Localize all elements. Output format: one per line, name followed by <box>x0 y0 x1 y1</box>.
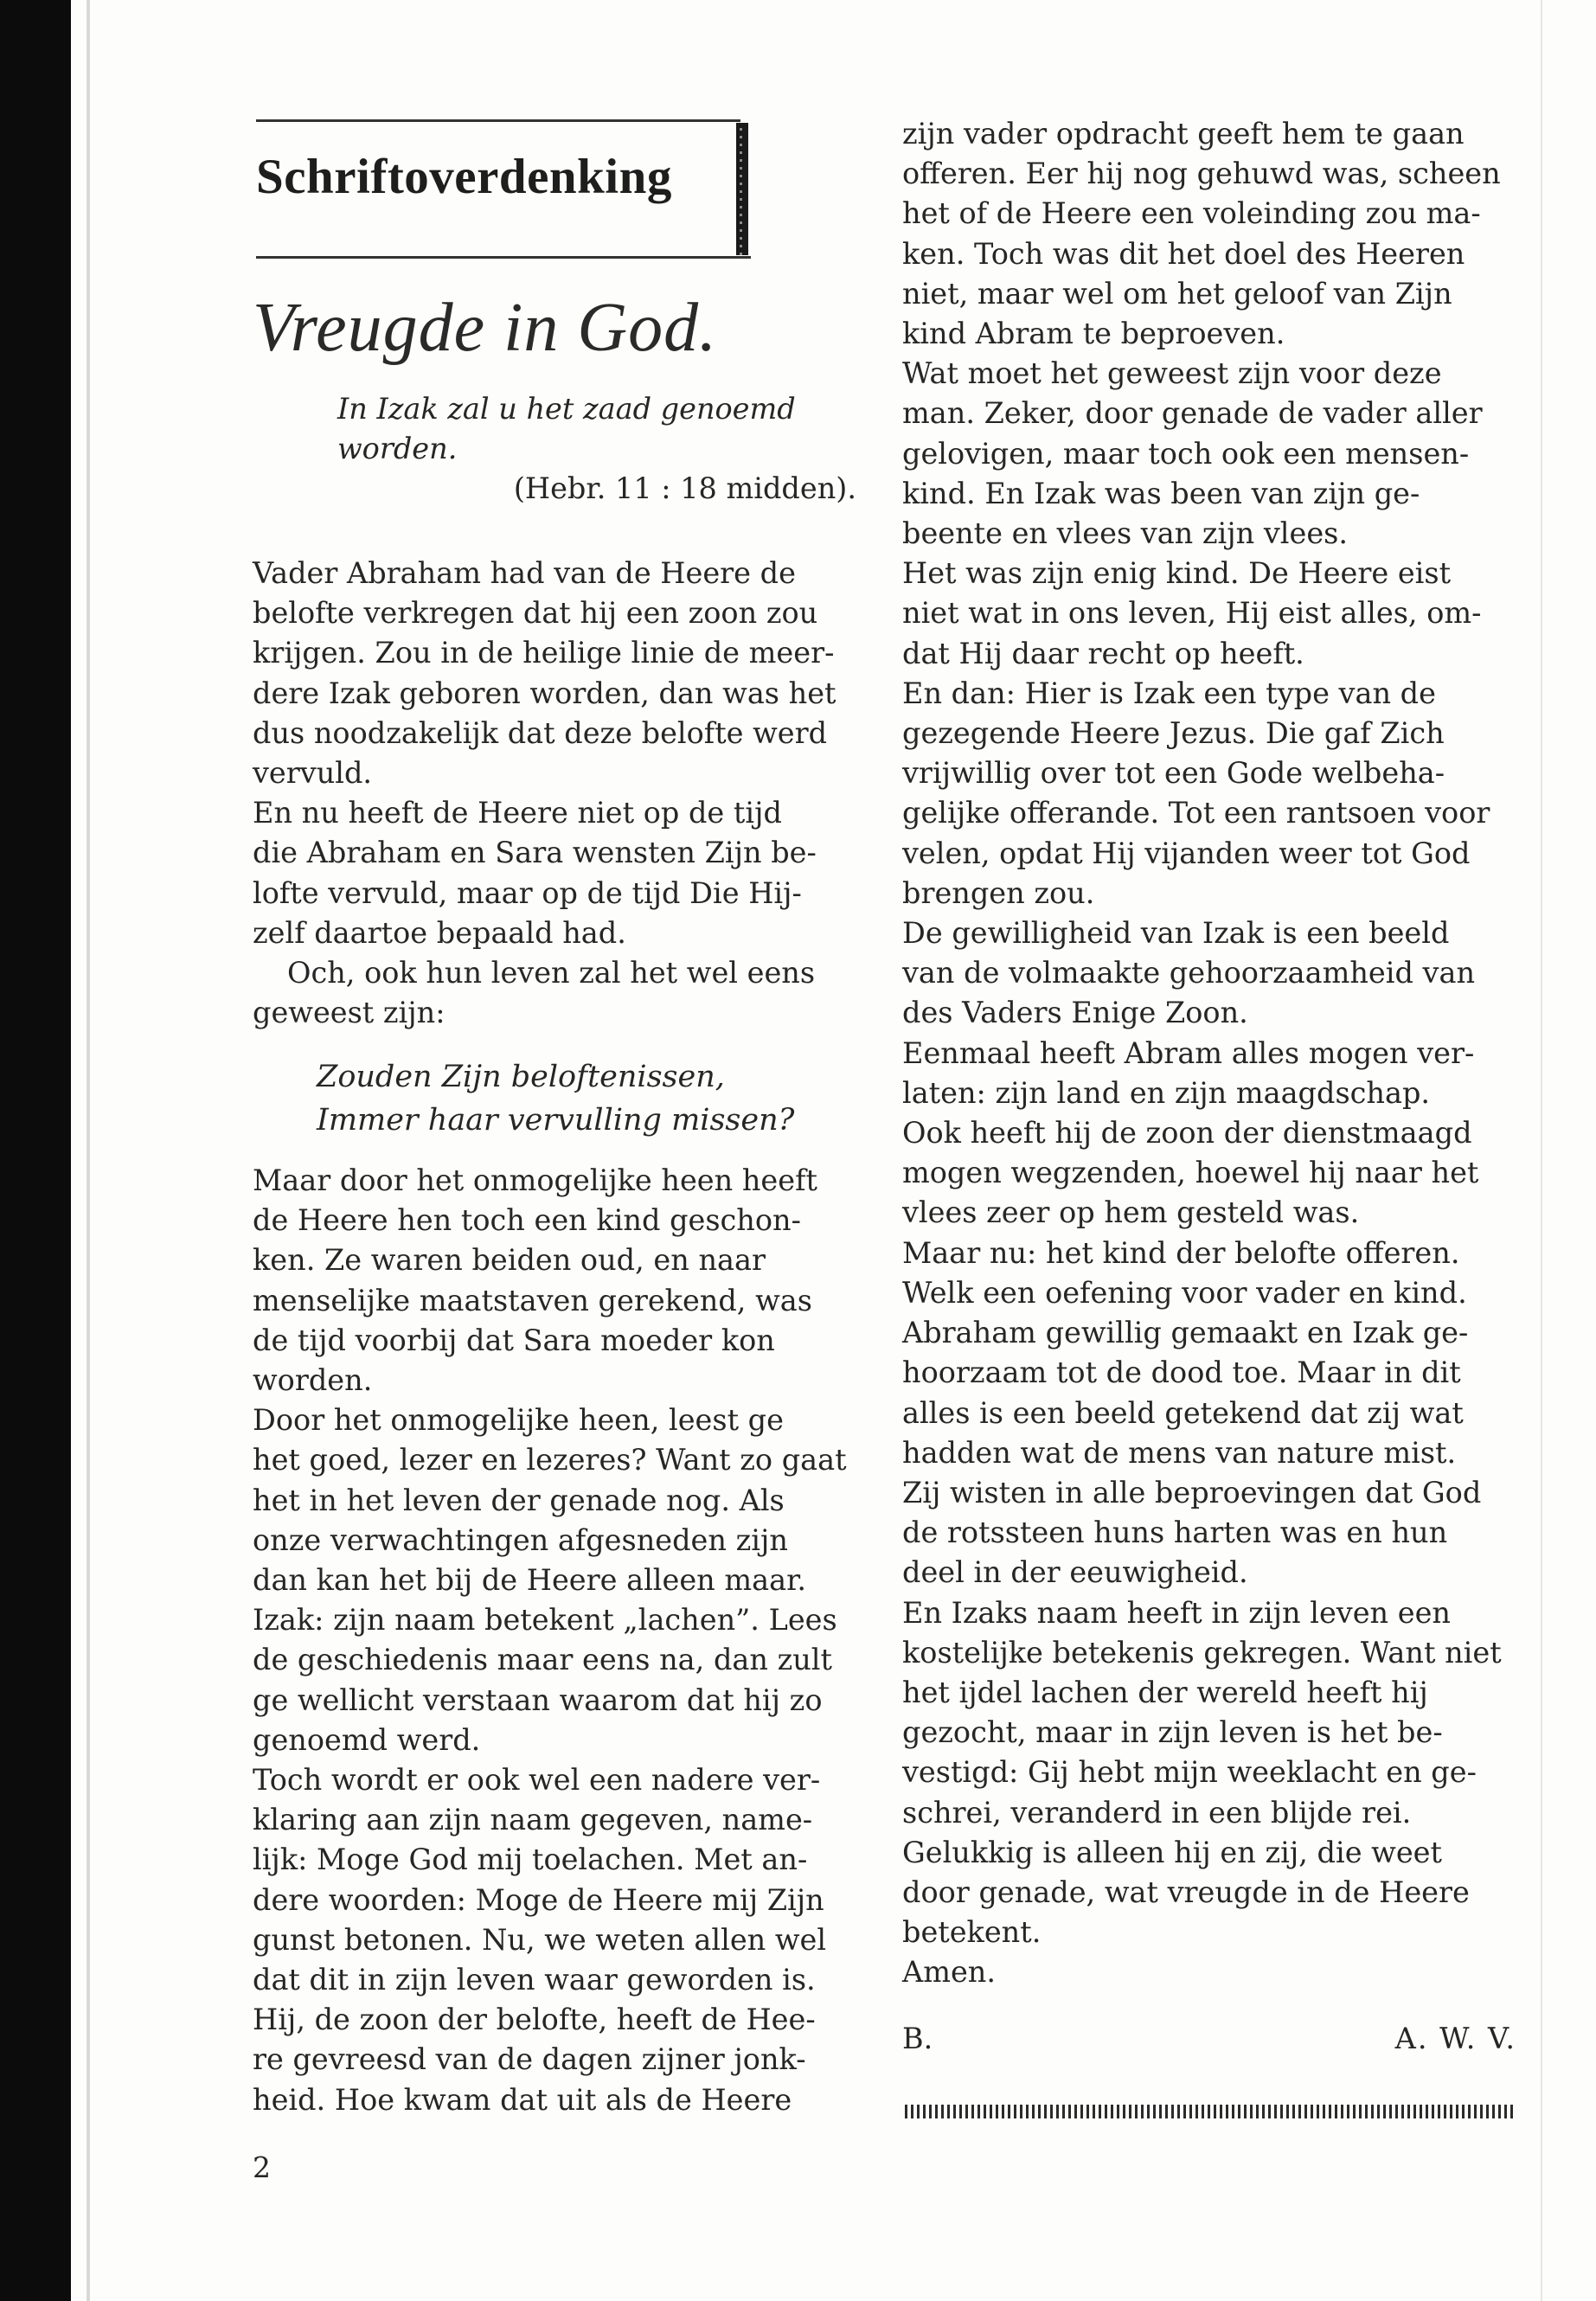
text-line: mogen wegzenden, hoewel hij naar het <box>902 1156 1479 1190</box>
text-line: Amen. <box>902 1955 997 1990</box>
text-line: betekent. <box>902 1915 1042 1950</box>
text-line: kostelijke betekenis gekregen. Want niet <box>902 1635 1502 1670</box>
text-line: lijk: Moge God mij toelachen. Met an- <box>253 1843 808 1877</box>
text-line: kind Abram te beproeven. <box>902 317 1285 351</box>
text-line: vestigd: Gij hebt mijn weeklacht en ge- <box>902 1755 1477 1790</box>
text-line: gelovigen, maar toch ook een mensen- <box>902 436 1470 471</box>
section-title: Schriftoverdenking <box>256 150 672 204</box>
text-line: genoemd werd. <box>253 1722 481 1757</box>
text-line: dat dit in zijn leven waar geworden is. <box>253 1963 816 1997</box>
text-line: des Vaders Enige Zoon. <box>902 996 1248 1030</box>
text-line: de rotssteen huns harten was en hun <box>902 1516 1448 1550</box>
text-line: Izak: zijn naam betekent „lachen”. Lees <box>253 1603 837 1638</box>
text-line: En Izaks naam heeft in zijn leven een <box>902 1595 1451 1630</box>
epigraph-line: worden. <box>337 432 458 466</box>
text-line: dere Izak geboren worden, dan was het <box>253 676 836 710</box>
epigraph <box>337 389 856 510</box>
text-line: vrijwillig over tot een Gode welbeha- <box>902 756 1445 791</box>
section-rule-top <box>256 119 740 122</box>
text-line: Ook heeft hij de zoon der dienstmaagd <box>902 1116 1472 1150</box>
paragraph <box>902 114 1516 354</box>
text-line: offeren. Eer hij nog gehuwd was, scheen <box>902 157 1501 191</box>
text-line: ge wellicht verstaan waarom dat hij zo <box>253 1682 823 1717</box>
text-line: het ijdel lachen der wereld heeft hij <box>902 1675 1428 1709</box>
poem-line: Immer haar vervulling missen? <box>317 1103 795 1138</box>
left-column-top <box>253 554 858 1033</box>
paragraph <box>902 1952 1516 1992</box>
text-line: het in het leven der genade nog. Als <box>253 1483 785 1517</box>
text-line: Gelukkig is alleen hij en zij, die weet <box>902 1835 1442 1869</box>
text-line: kind. En Izak was been van zijn ge- <box>902 476 1420 510</box>
text-line: klaring aan zijn naam gegeven, name- <box>253 1803 813 1837</box>
text-line: die Abraham en Sara wensten Zijn be- <box>253 836 817 870</box>
text-line: dus noodzakelijk dat deze belofte werd <box>253 715 828 750</box>
text-line: re gevreesd van de dagen zijner jonk- <box>253 2042 806 2077</box>
text-line: gunst betonen. Nu, we weten allen wel <box>253 1922 827 1957</box>
text-line: Het was zijn enig kind. De Heere eist <box>902 556 1452 591</box>
text-line: het goed, lezer en lezeres? Want zo gaat <box>253 1443 847 1477</box>
text-line: Door het onmogelijke heen, leest ge <box>253 1403 784 1438</box>
text-line: door genade, wat vreugde in de Heere <box>902 1875 1470 1909</box>
text-line: deel in der eeuwigheid. <box>902 1555 1248 1590</box>
text-line: alles is een beeld getekend dat zij wat <box>902 1395 1464 1430</box>
text-line: Vader Abraham had van de Heere de <box>253 556 796 590</box>
text-line: worden. <box>253 1363 373 1398</box>
text-line: hadden wat de mens van nature mist. <box>902 1435 1457 1470</box>
text-line: Wat moet het geweest zijn voor deze <box>902 356 1442 391</box>
text-line: vervuld. <box>253 756 373 791</box>
text-line: beente en vlees van zijn vlees. <box>902 516 1349 551</box>
text-line: vlees zeer op hem gesteld was. <box>902 1195 1360 1230</box>
paragraph <box>253 953 858 1033</box>
text-line: Abraham gewillig gemaakt en Izak ge- <box>902 1316 1469 1350</box>
paragraph <box>902 1593 1516 1833</box>
text-line: gezocht, maar in zijn leven is het be- <box>902 1715 1443 1750</box>
epigraph-line: In Izak zal u het zaad genoemd <box>337 392 796 426</box>
text-line: menselijke maatstaven gerekend, was <box>253 1283 812 1317</box>
text-line: geweest zijn: <box>253 996 445 1030</box>
text-line: dan kan het bij de Heere alleen maar. <box>253 1563 807 1598</box>
text-line: ken. Ze waren beiden oud, en naar <box>253 1243 766 1278</box>
text-line: gelijke offerande. Tot een rantsoen voor <box>902 796 1490 830</box>
text-line: schrei, veranderd in een blijde rei. <box>902 1795 1412 1830</box>
text-line: zelf daartoe bepaald had. <box>253 915 626 950</box>
text-line: velen, opdat Hij vijanden weer tot God <box>902 836 1471 870</box>
paragraph <box>902 1034 1516 1234</box>
text-line: hoorzaam tot de dood toe. Maar in dit <box>902 1356 1461 1390</box>
text-line: krijgen. Zou in de heilige linie de meer- <box>253 636 835 670</box>
text-line: lofte vervuld, maar op de tijd Die Hij- <box>253 875 802 910</box>
page-edge <box>1541 0 1542 2301</box>
paragraph <box>902 674 1516 913</box>
text-line: En nu heeft de Heere niet op de tijd <box>253 796 782 830</box>
paragraph <box>902 1833 1516 1953</box>
text-line: heid. Hoe kwam dat uit als de Heere <box>253 2082 792 2117</box>
text-line: dere woorden: Moge de Heere mij Zijn <box>253 1882 824 1917</box>
paragraph <box>253 1400 858 1760</box>
paragraph <box>253 1760 858 2120</box>
paragraph <box>253 793 858 953</box>
paragraph <box>253 1161 858 1400</box>
section-bar <box>736 123 748 255</box>
page-binding-shadow <box>0 0 71 2301</box>
decorative-rule <box>905 2105 1516 2118</box>
text-line: gezegende Heere Jezus. Die gaf Zich <box>902 716 1445 751</box>
signature-place: B. <box>902 2022 933 2055</box>
text-line: man. Zeker, door genade de vader aller <box>902 396 1483 431</box>
text-line: niet wat in ons leven, Hij eist alles, om- <box>902 596 1482 631</box>
page-number: 2 <box>253 2150 271 2184</box>
text-line: zijn vader opdracht geeft hem te gaan <box>902 117 1465 151</box>
text-line: de Heere hen toch een kind geschon- <box>253 1203 801 1238</box>
text-line: ken. Toch was dit het doel des Heeren <box>902 236 1465 271</box>
paragraph <box>902 913 1516 1034</box>
text-line: niet, maar wel om het geloof van Zijn <box>902 276 1452 311</box>
text-line: Zij wisten in alle beproevingen dat God <box>902 1475 1482 1509</box>
text-line: Welk een oefening voor vader en kind. <box>902 1275 1467 1310</box>
text-line: van de volmaakte gehoorzaamheid van <box>902 956 1476 990</box>
paragraph <box>902 1234 1516 1593</box>
text-line: Maar door het onmogelijke heen heeft <box>253 1163 817 1197</box>
text-line: dat Hij daar recht op heeft. <box>902 636 1304 670</box>
article-title: Vreugde in God. <box>253 290 718 366</box>
text-line: Och, ook hun leven zal het wel eens <box>287 956 816 990</box>
text-line: Toch wordt er ook wel een nadere ver- <box>253 1763 821 1798</box>
author-initials: A. W. V. <box>1394 2022 1516 2055</box>
section-rule-bottom <box>256 256 751 259</box>
right-column <box>902 114 1516 1993</box>
text-line: En dan: Hier is Izak een type van de <box>902 676 1436 710</box>
section-header <box>256 119 751 258</box>
text-line: laten: zijn land en zijn maagdschap. <box>902 1075 1431 1110</box>
text-line: brengen zou. <box>902 875 1095 910</box>
text-line: Eenmaal heeft Abram alles mogen ver- <box>902 1035 1475 1070</box>
text-line: Maar nu: het kind der belofte offeren. <box>902 1235 1460 1270</box>
text-line: onze verwachtingen afgesneden zijn <box>253 1522 788 1557</box>
paragraph <box>902 354 1516 554</box>
left-column-bottom <box>253 1161 858 2120</box>
paragraph <box>253 554 858 793</box>
text-line: De gewilligheid van Izak is een beeld <box>902 916 1450 951</box>
epigraph-reference: (Hebr. 11 : 18 midden). <box>513 471 856 506</box>
text-line: het of de Heere een voleinding zou ma- <box>902 196 1481 231</box>
text-line: de tijd voorbij dat Sara moeder kon <box>253 1323 775 1357</box>
text-line: Hij, de zoon der belofte, heeft de Hee- <box>253 2003 816 2037</box>
text-line: de geschiedenis maar eens na, dan zult <box>253 1643 832 1677</box>
poem-quote <box>317 1055 794 1142</box>
poem-line: Zouden Zijn beloftenissen, <box>317 1060 725 1094</box>
text-line: belofte verkregen dat hij een zoon zou <box>253 596 818 631</box>
paragraph <box>902 554 1516 674</box>
